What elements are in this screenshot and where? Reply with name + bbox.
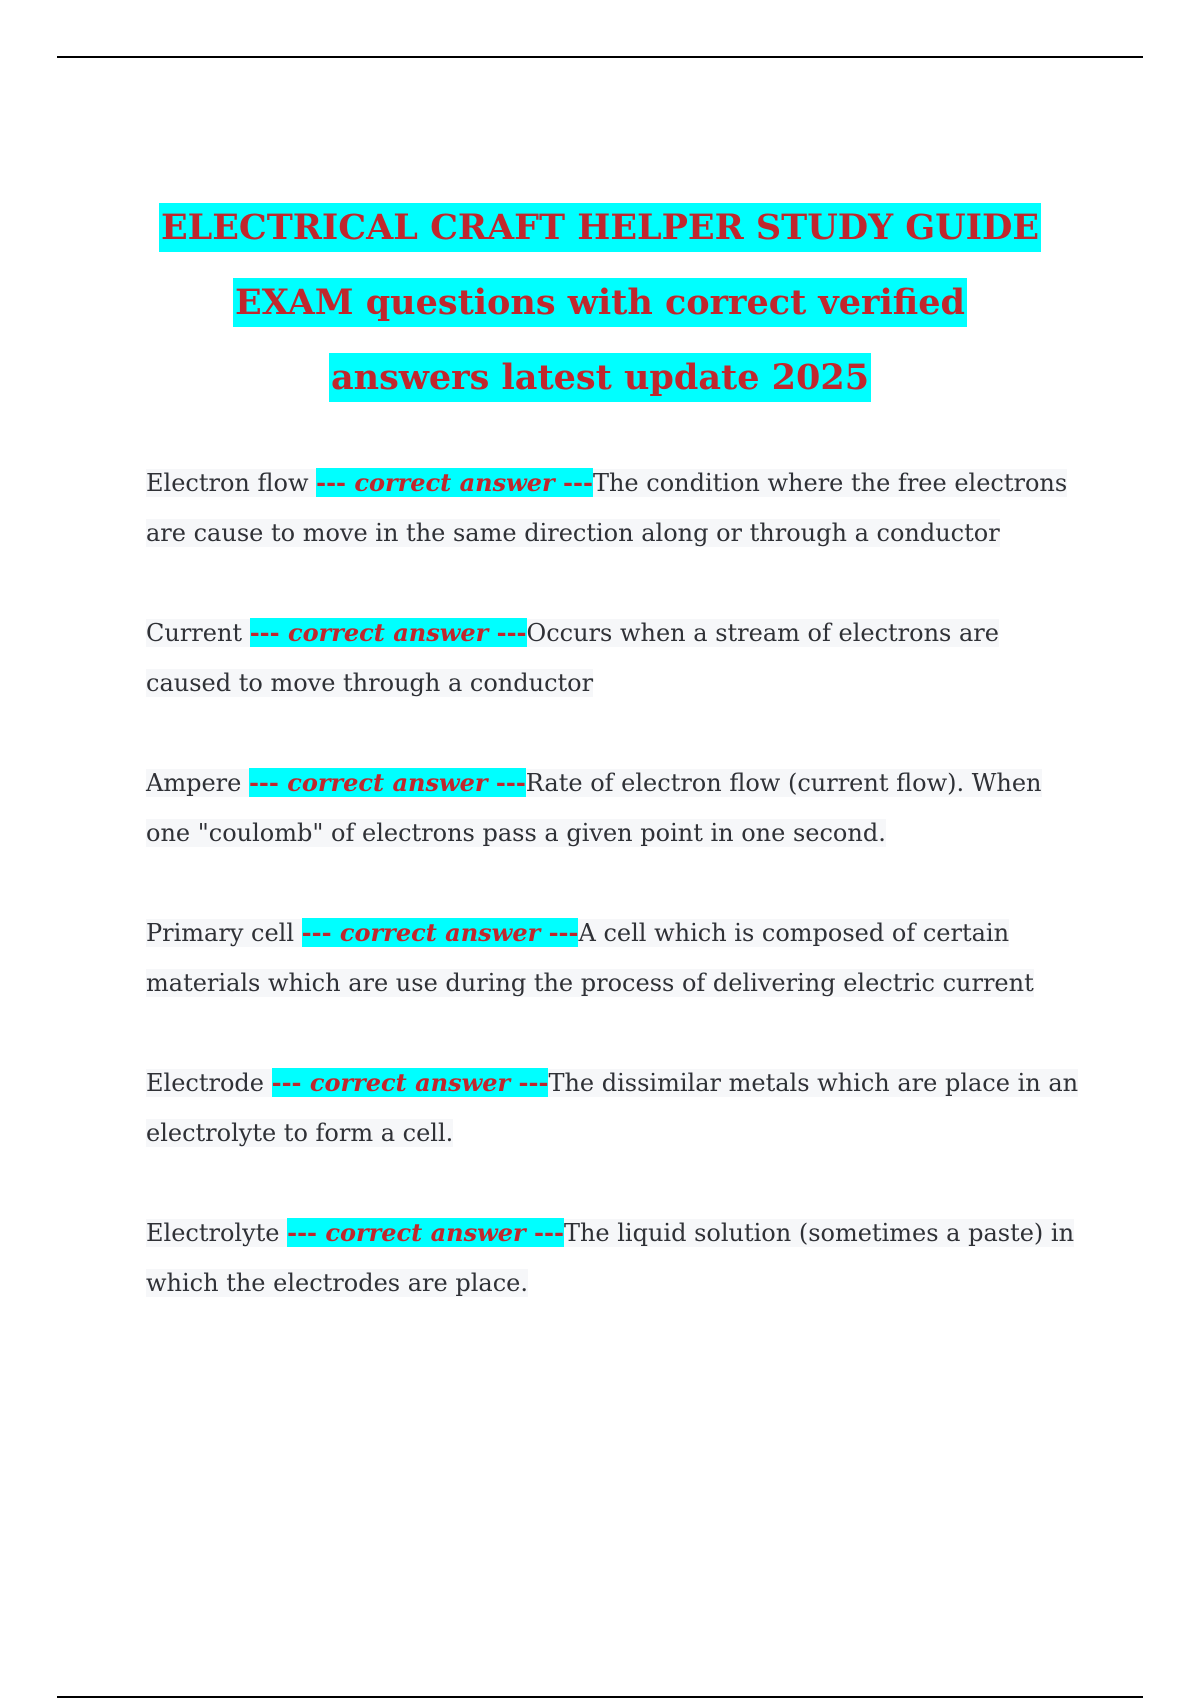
qa-answer: Occurs when a stream of electrons are caused to move through a conductor — [146, 619, 999, 697]
qa-item-ampere — [146, 758, 1086, 858]
correct-answer-separator: --- correct answer --- — [248, 768, 526, 797]
correct-answer-label: correct answer — [309, 1068, 511, 1097]
correct-answer-label: correct answer — [287, 618, 489, 647]
qa-item-electron-flow — [146, 458, 1086, 558]
qa-term: Primary cell — [146, 919, 302, 947]
qa-answer: The condition where the free electrons are cause to move in the same direction along or through a conductor — [146, 469, 1068, 547]
title-line-1: ELECTRICAL CRAFT HELPER STUDY GUIDE — [159, 203, 1041, 252]
qa-term: Electrolyte — [146, 1219, 288, 1247]
qa-list — [146, 458, 1086, 1358]
qa-answer: The liquid solution (sometimes a paste) in which the electrodes are place. — [146, 1219, 1075, 1297]
correct-answer-separator: --- correct answer --- — [249, 618, 527, 647]
correct-answer-label: correct answer — [287, 768, 488, 797]
qa-answer: Rate of electron flow (current flow). When one "coulomb" of electrons pass a given point in one second. — [146, 769, 1042, 847]
correct-answer-label: correct answer — [325, 1218, 526, 1247]
correct-answer-separator: --- correct answer --- — [301, 918, 579, 947]
correct-answer-separator: --- correct answer --- — [287, 1218, 564, 1247]
top-rule — [57, 56, 1143, 58]
qa-item-electrolyte — [146, 1208, 1086, 1308]
qa-item-electrode — [146, 1058, 1086, 1158]
correct-answer-label: correct answer — [354, 468, 555, 497]
qa-term: Electron flow — [146, 469, 317, 497]
qa-answer: A cell which is composed of certain materials which are use during the process of delivering electric current — [146, 919, 1034, 997]
title-line-2: EXAM questions with correct verified — [233, 278, 967, 327]
bottom-rule — [57, 1696, 1143, 1698]
document-title — [60, 190, 1140, 415]
qa-item-primary-cell — [146, 908, 1086, 1008]
qa-term: Electrode — [146, 1069, 272, 1097]
qa-answer: The dissimilar metals which are place in an electrolyte to form a cell. — [146, 1069, 1079, 1147]
title-line-3: answers latest update 2025 — [329, 353, 871, 402]
correct-answer-label: correct answer — [339, 918, 541, 947]
correct-answer-separator: --- correct answer --- — [316, 468, 593, 497]
qa-term: Current — [146, 619, 250, 647]
correct-answer-separator: --- correct answer --- — [271, 1068, 549, 1097]
qa-item-current — [146, 608, 1086, 708]
qa-term: Ampere — [146, 769, 249, 797]
